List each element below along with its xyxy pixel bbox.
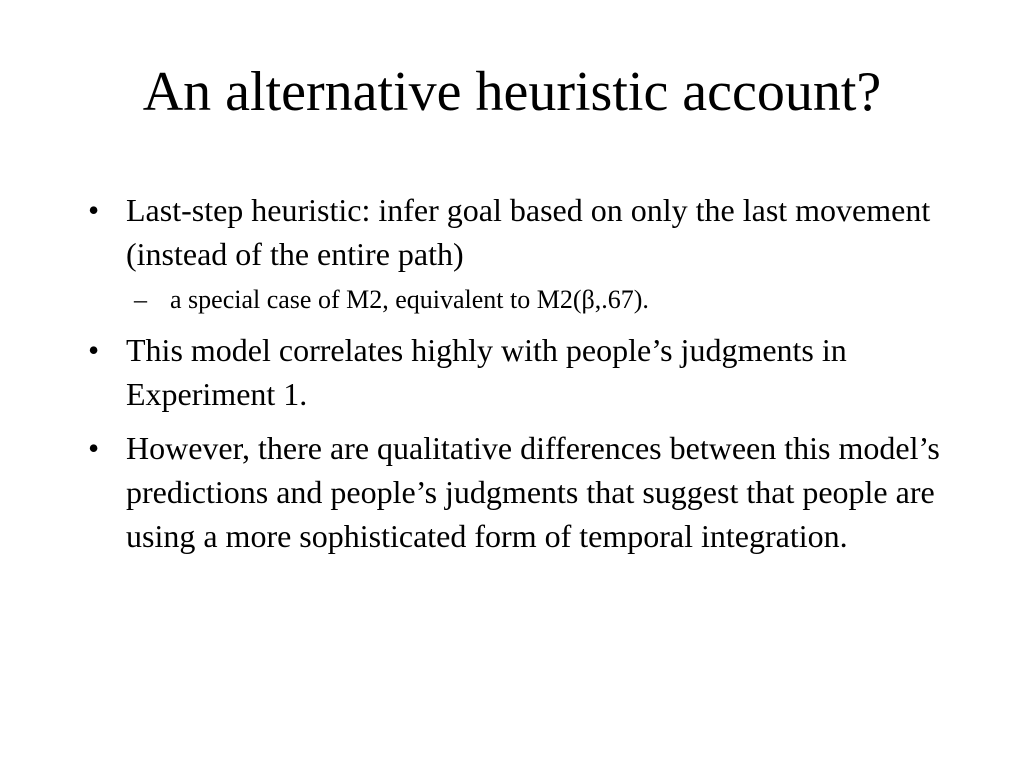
sub-bullet-text: a special case of M2, equivalent to M2(β,.67). [170, 285, 649, 314]
bullet-item [88, 188, 948, 318]
bullet-item [88, 328, 948, 416]
bullet-icon: • [88, 332, 100, 368]
bullet-item [88, 426, 948, 558]
bullet-icon: • [88, 192, 100, 228]
sub-bullet-list [126, 282, 948, 318]
bullet-text: Last-step heuristic: infer goal based on only the last movement (instead of the entire path) [126, 192, 931, 272]
bullet-text: This model correlates highly with people’s judgments in Experiment 1. [126, 332, 847, 412]
slide-title: An alternative heuristic account? [142, 61, 882, 123]
dash-icon: – [134, 285, 147, 314]
bullet-text: However, there are qualitative differences between this model’s predictions and people’s judgments that suggest that people are using a more sophisticated form of temporal integration. [126, 430, 940, 554]
bullet-icon: • [88, 430, 100, 466]
bullet-list [88, 188, 948, 568]
sub-bullet-item [126, 282, 948, 318]
